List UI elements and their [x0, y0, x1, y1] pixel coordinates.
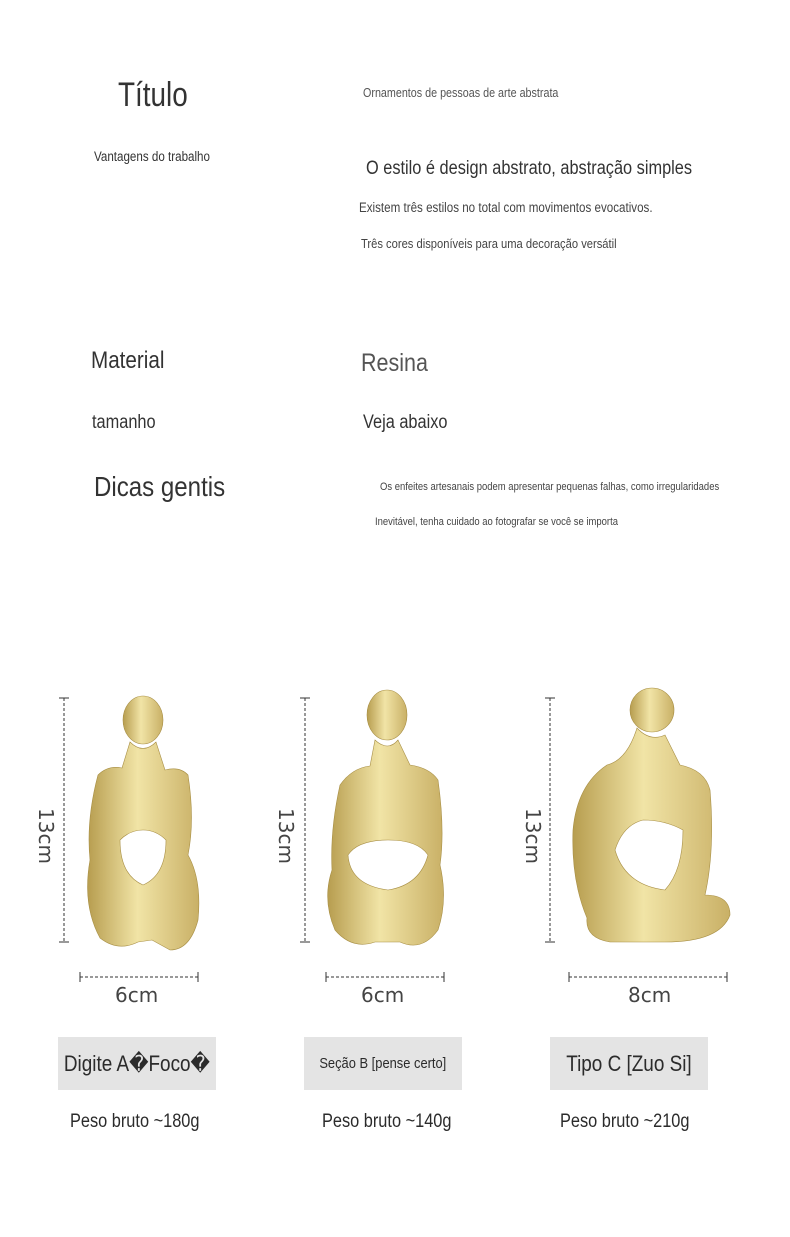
- advantages-label: Vantagens do trabalho: [94, 149, 210, 164]
- product-figure-b: [270, 680, 470, 970]
- weight-label: Peso bruto ~210g: [560, 1111, 690, 1132]
- product-figure-a: [30, 680, 230, 970]
- advantage-item: O estilo é design abstrato, abstração simples: [366, 158, 693, 179]
- product-figure-c: [515, 680, 745, 970]
- variant-b-label[interactable]: [304, 1037, 462, 1090]
- weight-label: Peso bruto ~180g: [70, 1111, 200, 1132]
- height-label: 13cm: [34, 808, 58, 864]
- width-label: 8cm: [628, 983, 672, 1007]
- height-dimension-line: [300, 698, 310, 942]
- height-label: 13cm: [274, 808, 298, 864]
- tip-item: Inevitável, tenha cuidado ao fotografar se você se importa: [375, 516, 618, 528]
- width-dimension-lines: [0, 970, 790, 984]
- variant-label: Tipo C [Zuo Si]: [566, 1050, 692, 1076]
- title-label: Título: [118, 76, 188, 114]
- height-dimension-line: [59, 698, 69, 942]
- figure-sculpture: [328, 690, 444, 945]
- figure-sculpture: [573, 688, 730, 942]
- width-label: 6cm: [115, 983, 159, 1007]
- variant-label: Seção B [pense certo]: [319, 1055, 447, 1072]
- tip-item: Os enfeites artesanais podem apresentar pequenas falhas, como irregularidades: [380, 481, 720, 493]
- height-dimension-line: [545, 698, 555, 942]
- height-label: 13cm: [521, 808, 545, 864]
- material-label: Material: [91, 347, 165, 374]
- material-value: Resina: [361, 349, 428, 377]
- figure-sculpture: [88, 696, 199, 950]
- variant-c-label[interactable]: [550, 1037, 708, 1090]
- advantage-item: Existem três estilos no total com movimentos evocativos.: [359, 200, 653, 215]
- weight-label: Peso bruto ~140g: [322, 1111, 452, 1132]
- variant-label: Digite A�Foco�: [63, 1050, 211, 1076]
- advantage-item: Três cores disponíveis para uma decoração versátil: [361, 236, 617, 251]
- tips-label: Dicas gentis: [94, 471, 226, 502]
- size-value: Veja abaixo: [363, 412, 448, 433]
- width-label: 6cm: [361, 983, 405, 1007]
- variant-a-label[interactable]: [58, 1037, 216, 1090]
- product-name: Ornamentos de pessoas de arte abstrata: [363, 86, 559, 100]
- size-label: tamanho: [92, 412, 156, 433]
